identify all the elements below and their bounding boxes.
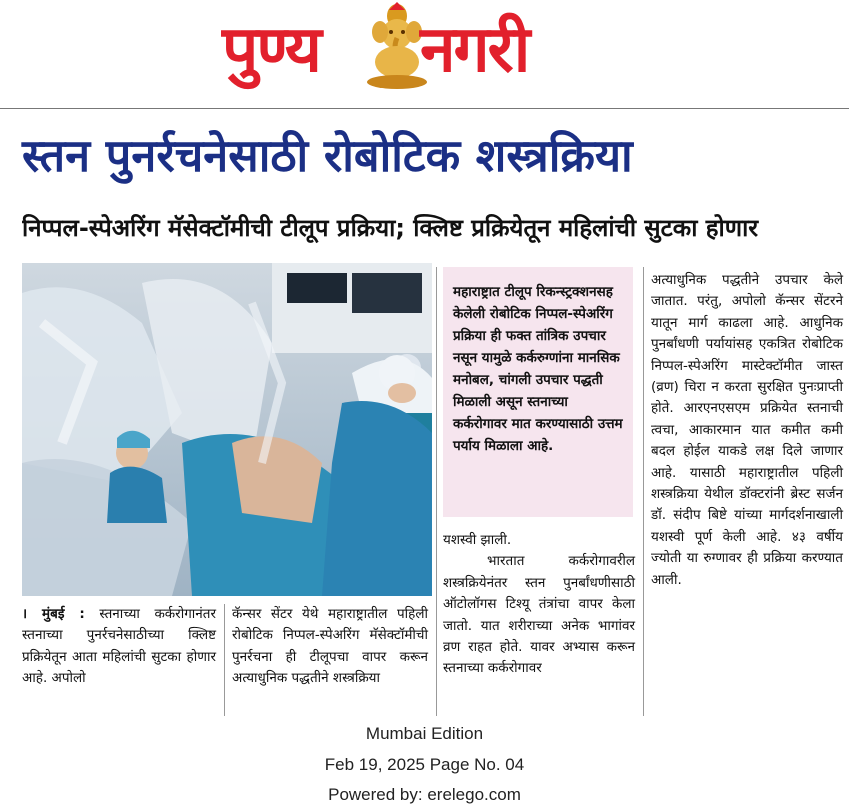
date-page-label: Feb 19, 2025 Page No. 04 xyxy=(324,755,525,774)
masthead-divider xyxy=(0,108,849,109)
article-column-3 xyxy=(443,530,635,680)
column-separator xyxy=(224,604,225,716)
powered-by-link[interactable]: Powered by: erelego.com xyxy=(328,785,521,804)
callout-box: महाराष्ट्रात टीलूप रिकन्स्ट्रक्शनसह केलेली रोबोटिक निप्पल-स्पेअरिंग प्रक्रिया ही फक्त तांत्रिक उपचार नसून यामुळे कर्करुग्णांना मानसिक मनोबल, चांगली उपचार पद्धती मिळाली असून स्तनाच्या कर्करोगावर मात करण्यासाठी उत्तम पर्याय मिळाला आहे. xyxy=(443,267,633,517)
article-column-2-text: कॅन्सर सेंटर येथे महाराष्ट्रातील पहिली रोबोटिक निप्पल-स्पेअरिंग मॅसेक्टॉमीची पुनर्रचना ही टीलूपचा वापर करून अत्याधुनिक पद्धतीने शस्त्रक्रिया xyxy=(232,606,428,687)
column-separator xyxy=(643,267,644,716)
surgery-photo xyxy=(22,263,432,596)
article-subheadline: निप्पल-स्पेअरिंग मॅसेक्टॉमीची टीलूप प्रक्रिया; क्लिष्ट प्रक्रियेतून महिलांची सुटका होणार xyxy=(22,214,759,242)
masthead xyxy=(0,0,849,104)
masthead-title-right: नगरी xyxy=(420,13,529,87)
edition-label: Mumbai Edition xyxy=(365,724,484,743)
article-column-3-text: भारतात कर्करोगावरील शस्त्रक्रियेनंतर स्तन पुनर्बांधणीसाठी ऑटोलॉगस टिश्यू तंत्रांचा वापर केला जातो. यात शरीराच्या अनेक भागांवर व्रण राहत होते. यावर अभ्यास करून स्तनाच्या कर्करोगावर xyxy=(443,553,635,677)
article-column-2 xyxy=(232,604,428,690)
dateline: । मुंबई : xyxy=(22,606,85,622)
article-headline: स्तन पुनर्रचनेसाठी रोबोटिक शस्त्रक्रिया xyxy=(22,129,633,182)
article-column-4-text: अत्याधुनिक पद्धतीने उपचार केले जातात. परंतु, अपोलो कॅन्सर सेंटरने यातून मार्ग काढला आहे. आधुनिक पुनर्बांधणी पर्यायांसह एकत्रित रोबोटिक निप्पल-स्पेअरिंग मास्टेक्टॉमीत जास्त (व्रण) चिरा न करता सुरक्षित पुनःप्राप्ती होते. आरएनएसएम प्रक्रियेत स्तनाची त्वचा, आकारमान यात कमीत कमी बदल होईल याकडे लक्ष दिले जाणार आहे. यासाठी महाराष्ट्रातील पहिली शस्त्रक्रिया येथील डॉक्टरांनी ब्रेस्ट सर्जन डॉ. संदीप बिष्टे यांच्या मार्गदर्शनाखाली यशस्वी पूर्ण केली आहे. ४३ वर्षीय ज्योती या रुग्णावर ही प्रक्रिया करण्यात आली. xyxy=(651,272,843,588)
article-column-1-text: स्तनाच्या कर्करोगानंतर स्तनाच्या पुनर्रचनेसाठीच्या क्लिष्ट प्रक्रियेतून आता महिलांची सुटका होणार आहे. अपोलो xyxy=(22,606,216,687)
article-column-4 xyxy=(651,270,843,591)
masthead-title-left: पुण्य xyxy=(222,13,320,87)
article-column-1 xyxy=(22,604,216,690)
column-separator xyxy=(436,267,437,716)
article-column-3-lead: यशस्वी झाली. xyxy=(443,532,512,548)
